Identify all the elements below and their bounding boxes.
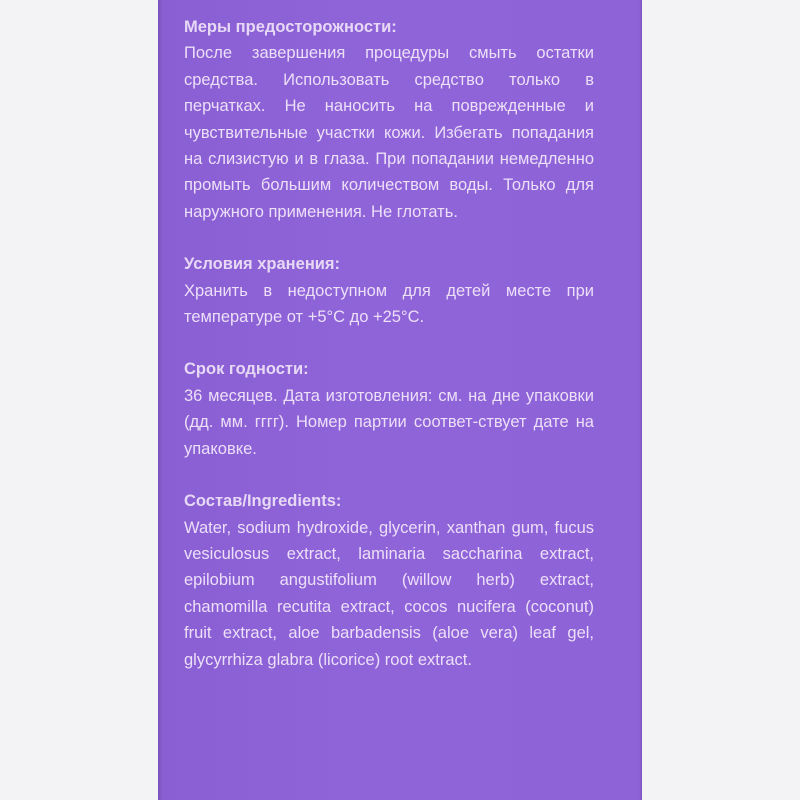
ingredients-text: Water, sodium hydroxide, glycerin, xanthan gum, fucus vesiculosus extract, laminaria saccharina extract, epilobium angustifolium (willow herb) extract, chamomilla recutita extract, cocos nucifera (coconut) fruit extract, aloe barbadensis (aloe vera) leaf gel, glycyrrhiza glabra (licorice) root extract.	[184, 518, 594, 669]
panel-left-edge	[158, 0, 163, 800]
storage-section	[184, 251, 594, 330]
ingredients-section	[184, 488, 594, 673]
precautions-heading: Меры предосторожности:	[184, 18, 397, 36]
precautions-text: После завершения процедуры смыть остатки средства. Использовать средство только в перчатках. Не наносить на поврежденные и чувствительные участки кожи. Избегать попадания на слизистую и в глаза. При попадании немедленно промыть большим количеством воды. Только для наружного применения. Не глотать.	[184, 44, 594, 221]
shelf-life-section	[184, 356, 594, 462]
storage-heading: Условия хранения:	[184, 255, 341, 274]
label-text-block	[184, 14, 594, 699]
precautions-section	[184, 14, 594, 225]
shelf-life-heading: Срок годности:	[184, 360, 309, 379]
panel-right-edge	[639, 0, 642, 800]
ingredients-heading: Состав/Ingredients:	[184, 492, 342, 511]
shelf-life-text: 36 месяцев. Дата изготовления: см. на дне упаковки (дд. мм. гггг). Номер партии соответ-ствует дате на упаковке.	[184, 386, 594, 458]
storage-text: Хранить в недоступном для детей месте при температуре от +5°C до +25°C.	[184, 281, 594, 327]
